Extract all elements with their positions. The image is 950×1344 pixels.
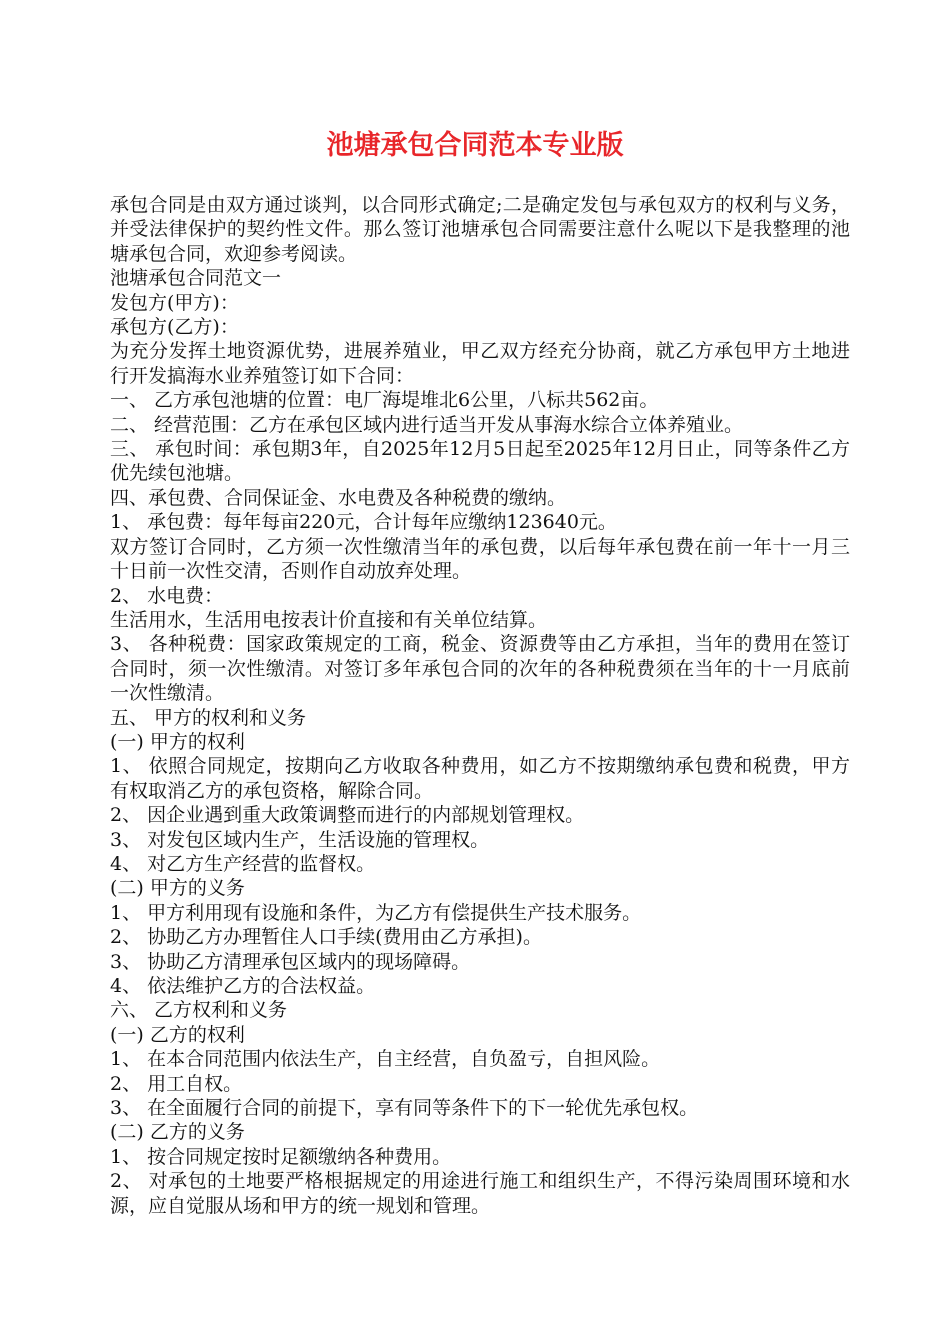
- list-item: 2、 协助乙方办理暂住人口手续(费用由乙方承担)。: [110, 926, 542, 949]
- list-item: 3、 对发包区域内生产，生活设施的管理权。: [110, 828, 490, 851]
- paragraph-intro: 承包合同是由双方通过谈判，以合同形式确定;二是确定发包与承包双方的权利与义务，并受法律保护的契约性文件。那么签订池塘承包合同需要注意什么呢以下是我整理的池塘承包合同，欢迎参考阅读。: [110, 194, 850, 265]
- list-item: 2、 对承包的土地要严格根据规定的用途进行施工和组织生产，不得污染周围环境和水源，应自觉服从场和甲方的统一规划和管理。: [110, 1170, 850, 1217]
- list-item: 4、 对乙方生产经营的监督权。: [110, 852, 376, 875]
- paragraph-party-a-duties: (二) 甲方的义务: [110, 877, 245, 900]
- paragraph-clause-6: 六、 乙方权利和义务: [110, 999, 288, 1022]
- paragraph-party-b: 承包方(乙方)：: [110, 316, 239, 339]
- list-item: 4、 依法维护乙方的合法权益。: [110, 975, 376, 997]
- paragraph-fee-1-detail: 双方签订合同时，乙方须一次性缴清当年的承包费，以后每年承包费在前一年十一月三十日前一次性交清，否则作自动放弃处理。: [110, 535, 850, 583]
- paragraph-clause-5: 五、 甲方的权利和义务: [110, 706, 307, 729]
- paragraph-preamble: 为充分发挥土地资源优势，进展养殖业，甲乙双方经充分协商，就乙方承包甲方土地进行开发搞海水业养殖签订如下合同：: [110, 340, 850, 387]
- document-title: 池塘承包合同范本专业版: [326, 130, 624, 161]
- paragraph-clause-3: 三、 承包时间：承包期3年，自2025年12月5日起至2025年12月日止，同等条件乙方优先续包池塘。: [110, 438, 850, 485]
- paragraph-party-b-rights: (一) 乙方的权利: [110, 1023, 245, 1046]
- paragraph-clause-4: 四、承包费、合同保证金、水电费及各种税费的缴纳。: [110, 486, 567, 509]
- paragraph-clause-2: 二、 经营范围：乙方在承包区域内进行适当开发从事海水综合立体养殖业。: [110, 413, 744, 436]
- list-item: 1、 甲方利用现有设施和条件，为乙方有偿提供生产技术服务。: [110, 901, 642, 924]
- paragraph-section-heading: 池塘承包合同范文一: [110, 267, 282, 290]
- list-item: 1、 按合同规定按时足额缴纳各种费用。: [110, 1145, 452, 1168]
- list-item: 1、 依照合同规定，按期向乙方收取各种费用，如乙方不按期缴纳承包费和税费，甲方有权取消乙方的承包资格，解除合同。: [110, 755, 850, 802]
- paragraph-party-a-rights: (一) 甲方的权利: [110, 730, 245, 753]
- list-item: 3、 协助乙方清理承包区域内的现场障碍。: [110, 950, 471, 973]
- paragraph-party-a: 发包方(甲方)：: [110, 291, 239, 314]
- list-item: 1、 在本合同范围内依法生产，自主经营，自负盈亏，自担风险。: [110, 1048, 661, 1071]
- paragraph-fee-3: 3、 各种税费：国家政策规定的工商，税金、资源费等由乙方承担，当年的费用在签订合同时，须一次性缴清。对签订多年承包合同的次年的各种税费须在当年的十一月底前一次性缴清。: [110, 633, 850, 705]
- paragraph-fee-2-detail: 生活用水，生活用电按表计价直接和有关单位结算。: [110, 608, 548, 631]
- paragraph-clause-1: 一、 乙方承包池塘的位置：电厂海堤堆北6公里，八标共562亩。: [110, 389, 659, 412]
- paragraph-fee-2: 2、 水电费：: [110, 584, 224, 607]
- list-item: 3、 在全面履行合同的前提下，享有同等条件下的下一轮优先承包权。: [110, 1097, 699, 1120]
- paragraph-fee-1: 1、 承包费：每年每亩220元，合计每年应缴纳123640元。: [110, 511, 617, 534]
- list-item: 2、 用工自权。: [110, 1072, 243, 1095]
- document-body: [110, 193, 850, 1218]
- paragraph-party-b-duties: (二) 乙方的义务: [110, 1121, 245, 1144]
- list-item: 2、 因企业遇到重大政策调整而进行的内部规划管理权。: [110, 804, 585, 827]
